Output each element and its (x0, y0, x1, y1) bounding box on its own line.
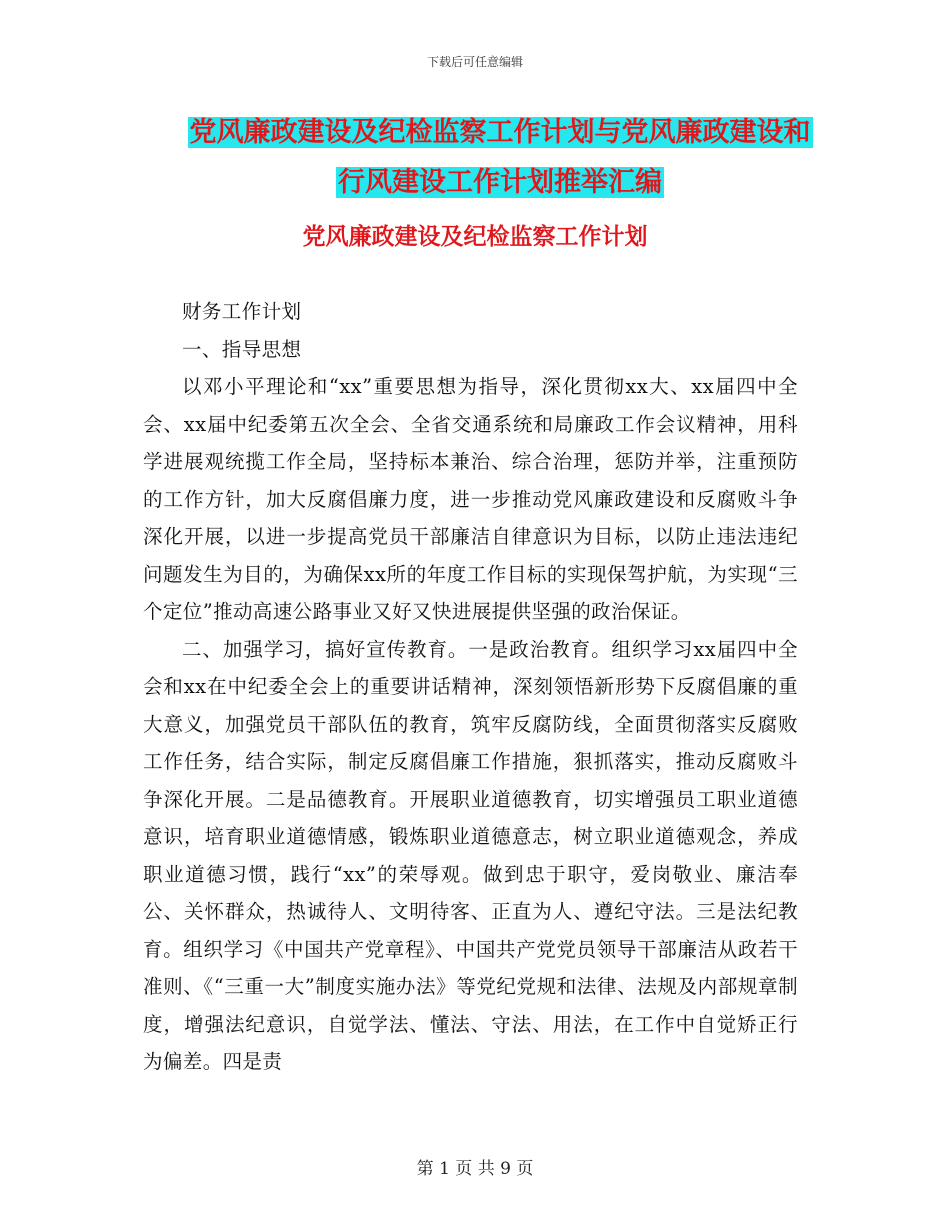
page-footer: 第 1 页 共 9 页 (416, 1159, 534, 1179)
section-title: 党风廉政建设及纪检监察工作计划 (302, 223, 648, 250)
body-text (143, 293, 798, 1081)
paragraph-study-education: 二、加强学习，搞好宣传教育。一是政治教育。组织学习xx届四中全会和xx在中纪委全会上的重要讲话精神，深刻领悟新形势下反腐倡廉的重大意义，加强党员干部队伍的教育，筑牢反腐防线，全面贯彻落实反腐败工作任务，结合实际，制定反腐倡廉工作措施，狠抓落实，推动反腐败斗争深化开展。二是品德教育。开展职业道德教育，切实增强员工职业道德意识，培育职业道德情感，锻炼职业道德意志，树立职业道德观念，养成职业道德习惯，践行“xx”的荣辱观。做到忠于职守，爱岗敬业、廉洁奉公、关怀群众，热诚待人、文明待客、正直为人、遵纪守法。三是法纪教育。组织学习《中国共产党章程》、中国共产党党员领导干部廉洁从政若干准则、《“三重一大”制度实施办法》等党纪党规和法律、法规及内部规章制度，增强法纪意识，自觉学法、懂法、守法、用法，在工作中自觉矫正行为偏差。四是责 (143, 637, 798, 1073)
main-title (150, 108, 850, 208)
main-title-line-1: 党风廉政建设及纪检监察工作计划与党风廉政建设和 (189, 117, 811, 148)
paragraph-guiding-thought: 以邓小平理论和“xx”重要思想为指导，深化贯彻xx大、xx届四中全会、xx届中纪委第五次全会、全省交通系统和局廉政工作会议精神，用科学进展观统揽工作全局，坚持标本兼治、综合治理，惩防并举，注重预防的工作方针，加大反腐倡廉力度，进一步推动党风廉政建设和反腐败斗争深化开展，以进一步提高党员干部廉洁自律意识为目标，以防止违法违纪问题发生为目的，为确保xx所的年度工作目标的实现保驾护航，为实现“三个定位”推动高速公路事业又好又快进展提供坚强的政治保证。 (143, 375, 798, 623)
main-title-line-2: 行风建设工作计划推举汇编 (338, 167, 662, 198)
header-note: 下载后可任意编辑 (426, 55, 523, 69)
paragraph-guiding-heading: 一、指导思想 (182, 337, 302, 361)
paragraph-finance-plan: 财务工作计划 (182, 300, 302, 323)
